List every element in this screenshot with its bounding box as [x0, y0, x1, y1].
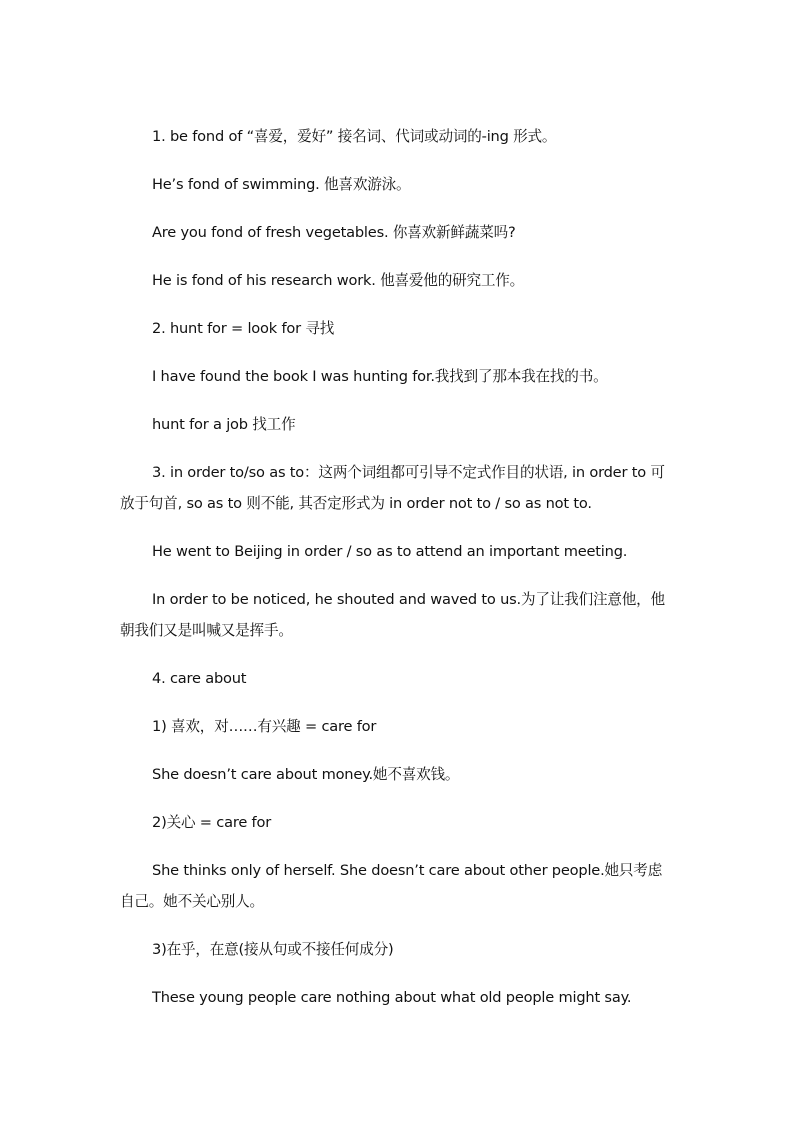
paragraph-example-swimming: He’s fond of swimming. 他喜欢游泳。 [152, 176, 411, 193]
paragraph-example-hunt-job: hunt for a job 找工作 [152, 416, 296, 433]
paragraph-care-about-sense-1: 1) 喜欢，对……有兴趣 = care for [152, 718, 377, 735]
paragraph-in-order-to-heading: 3. in order to/so as to：这两个词组都可引导不定式作目的状语, in order to 可放于句首, so as to 则不能, 其否定形式为 in order not to / so as not to. [120, 464, 665, 512]
paragraph-example-money: She doesn’t care about money.她不喜欢钱。 [152, 766, 460, 783]
paragraph-care-about-sense-3: 3)在乎，在意(接从句或不接任何成分) [152, 941, 394, 958]
paragraph-example-young-people: These young people care nothing about what old people might say. [152, 989, 632, 1006]
paragraph-example-research: He is fond of his research work. 他喜爱他的研究工作。 [152, 272, 525, 289]
document-body [120, 121, 676, 1030]
paragraph-example-hunting-book: I have found the book I was hunting for.我找到了那本我在找的书。 [152, 368, 608, 385]
paragraph-example-herself: She thinks only of herself. She doesn’t care about other people.她只考虑自己。她不关心别人。 [120, 862, 663, 910]
paragraph-care-about-heading: 4. care about [152, 670, 247, 687]
paragraph-care-about-sense-2: 2)关心 = care for [152, 814, 272, 831]
paragraph-example-noticed: In order to be noticed, he shouted and waved to us.为了让我们注意他，他朝我们又是叫喊又是挥手。 [120, 591, 665, 639]
paragraph-example-vegetables: Are you fond of fresh vegetables. 你喜欢新鲜蔬菜吗? [152, 224, 516, 241]
paragraph-example-beijing: He went to Beijing in order / so as to attend an important meeting. [152, 543, 628, 560]
paragraph-hunt-for-heading: 2. hunt for = look for 寻找 [152, 320, 335, 337]
paragraph-be-fond-of-heading: 1. be fond of “喜爱，爱好” 接名词、代词或动词的-ing 形式。 [152, 128, 557, 145]
